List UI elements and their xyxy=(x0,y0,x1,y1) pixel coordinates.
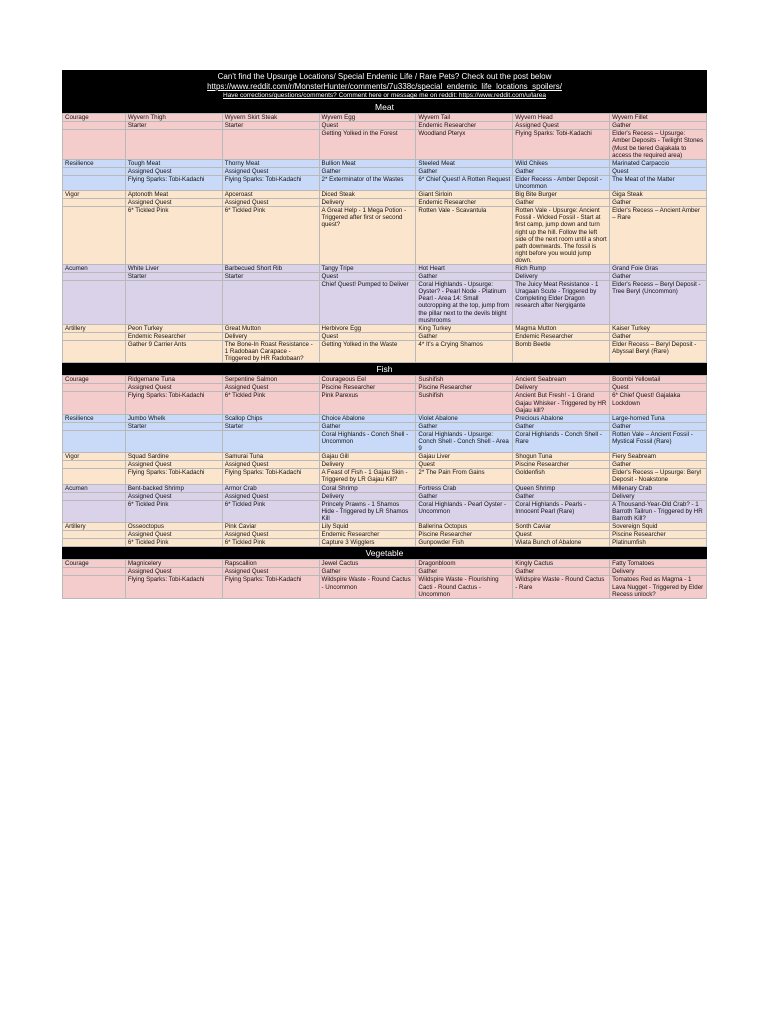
table-row xyxy=(63,114,707,122)
source-detail-cell: Pink Parexus xyxy=(319,392,416,414)
source-detail-cell: Sushifish xyxy=(416,392,513,414)
source-type-cell: Piscine Researcher xyxy=(319,384,416,392)
source-type-cell: Starter xyxy=(222,422,319,430)
source-type-cell: Gather xyxy=(513,492,610,500)
ingredient-name-cell: Wyvern Egg xyxy=(319,114,416,122)
source-type-cell: Endemic Researcher xyxy=(125,332,222,340)
ingredient-name-cell: Choice Abalone xyxy=(319,414,416,422)
table-row xyxy=(63,500,707,522)
source-type-cell: Gather xyxy=(610,332,707,340)
source-detail-cell: Rotten Vale – Ancient Fossil - Mystical Fossil (Rare) xyxy=(610,430,707,452)
source-type-cell: Starter xyxy=(125,273,222,281)
source-type-cell: Delivery xyxy=(513,273,610,281)
reddit-post-link[interactable]: https://www.reddit.com/r/MonsterHunter/comments/7u338c/special_endemic_life_locations_spoilers/ xyxy=(207,82,562,91)
source-type-cell: Endemic Researcher xyxy=(416,122,513,130)
source-type-cell: Assigned Quest xyxy=(222,461,319,469)
ingredient-name-cell: Sushifish xyxy=(416,376,513,384)
table-row xyxy=(63,560,707,568)
source-detail-cell: Bomb Beetle xyxy=(513,340,610,362)
skill-label-blank xyxy=(63,469,126,484)
ingredient-name-cell: Bent-backed Shrimp xyxy=(125,484,222,492)
ingredient-name-cell: Rich Rump xyxy=(513,265,610,273)
source-detail-cell xyxy=(222,430,319,452)
source-detail-cell: Capture 3 Wigglers xyxy=(319,539,416,547)
source-type-cell: Assigned Quest xyxy=(125,461,222,469)
table-row xyxy=(63,340,707,362)
skill-label: Resilience xyxy=(63,414,126,422)
source-type-cell: Gather xyxy=(610,422,707,430)
table-row xyxy=(63,484,707,492)
source-detail-cell: Wildspire Waste - Flourishing Cacti - Round Cactus - Uncommon xyxy=(416,576,513,598)
source-detail-cell: 2* Exterminator of the Wastes xyxy=(319,175,416,190)
source-type-cell: Assigned Quest xyxy=(125,384,222,392)
source-type-cell: Piscine Researcher xyxy=(610,531,707,539)
source-detail-cell: 6* Tickled Pink xyxy=(125,500,222,522)
source-detail-cell xyxy=(222,281,319,325)
table-row xyxy=(63,422,707,430)
source-type-cell: Gather xyxy=(416,422,513,430)
source-type-cell: Gather xyxy=(319,167,416,175)
ingredient-name-cell: Apceroast xyxy=(222,191,319,199)
ingredient-name-cell: Sovereign Squid xyxy=(610,523,707,531)
source-type-cell: Delivery xyxy=(513,384,610,392)
source-detail-cell: Coral Highlands - Pearl Oyster - Uncommon xyxy=(416,500,513,522)
source-type-cell: Piscine Researcher xyxy=(416,531,513,539)
source-type-cell: Assigned Quest xyxy=(222,531,319,539)
table-row xyxy=(63,531,707,539)
ingredient-name-cell: Tough Meat xyxy=(125,159,222,167)
source-type-cell: Starter xyxy=(125,122,222,130)
skill-label-blank xyxy=(63,392,126,414)
table-row xyxy=(63,469,707,484)
source-detail-cell: Flying Sparks: Tobi-Kadachi xyxy=(125,392,222,414)
source-type-cell: Endemic Researcher xyxy=(416,199,513,207)
ingredient-name-cell: Sonth Caviar xyxy=(513,523,610,531)
source-type-cell: Gather xyxy=(610,461,707,469)
source-type-cell: Gather xyxy=(416,273,513,281)
ingredient-name-cell: Squad Sardine xyxy=(125,453,222,461)
source-detail-cell: A Feast of Fish - 1 Gajau Skin - Triggered by LR Gajau Kill? xyxy=(319,469,416,484)
source-detail-cell xyxy=(125,130,222,159)
ingredient-name-cell: Ballerina Octopus xyxy=(416,523,513,531)
skill-label-blank xyxy=(63,492,126,500)
source-type-cell: Assigned Quest xyxy=(125,199,222,207)
skill-label-blank xyxy=(63,461,126,469)
skill-label-blank xyxy=(63,340,126,362)
ingredient-name-cell: Wyvern Fillet xyxy=(610,114,707,122)
ingredient-name-cell: Wyvern Tail xyxy=(416,114,513,122)
source-detail-cell: The Bone-In Roast Resistance - 1 Radobaan Carapace - Triggered by HR Radobaan? xyxy=(222,340,319,362)
ingredient-name-cell: Samurai Tuna xyxy=(222,453,319,461)
ingredient-name-cell: Wild Chikes xyxy=(513,159,610,167)
source-detail-cell: Coral Highlands - Upsurge: Oyster? - Pearl Node - Platinum Pearl - Area 14: Small outcropping at the top, jump from the pillar next to the devils blight mushrooms xyxy=(416,281,513,325)
table-row xyxy=(63,576,707,598)
ingredient-name-cell: Gajau Gill xyxy=(319,453,416,461)
source-type-cell: Assigned Quest xyxy=(125,568,222,576)
ingredient-name-cell: Grand Foie Gras xyxy=(610,265,707,273)
skill-label-blank xyxy=(63,531,126,539)
source-type-cell: Gather xyxy=(610,273,707,281)
source-detail-cell: Getting Yolked in the Waste xyxy=(319,340,416,362)
source-type-cell: Gather xyxy=(319,568,416,576)
source-detail-cell: Elder's Recess – Ancient Amber – Rare xyxy=(610,207,707,265)
source-detail-cell: Princely Prawns - 1 Shamos Hide - Triggered by LR Shamos Kill xyxy=(319,500,416,522)
source-detail-cell: Elder's Recess – Upsurge: Amber Deposits - Twilight Stones (Must be tiered Gajakala to access the required area) xyxy=(610,130,707,159)
source-detail-cell: Flying Sparks: Tobi-Kadachi xyxy=(222,175,319,190)
table-row xyxy=(63,175,707,190)
ingredient-table-fish xyxy=(62,375,707,547)
source-type-cell: Assigned Quest xyxy=(513,122,610,130)
ingredient-name-cell: White Liver xyxy=(125,265,222,273)
source-type-cell: Piscine Researcher xyxy=(513,461,610,469)
skill-label: Artillery xyxy=(63,324,126,332)
skill-label-blank xyxy=(63,167,126,175)
source-type-cell: Quest xyxy=(610,167,707,175)
ingredient-name-cell: Ridgemane Tuna xyxy=(125,376,222,384)
ingredient-name-cell: Fatty Tomatoes xyxy=(610,560,707,568)
ingredient-name-cell: Hot Heart xyxy=(416,265,513,273)
source-detail-cell: 6* Tickled Pink xyxy=(222,207,319,265)
ingredient-name-cell: Queen Shrimp xyxy=(513,484,610,492)
table-row xyxy=(63,273,707,281)
source-type-cell: Endemic Researcher xyxy=(513,332,610,340)
ingredient-name-cell: Peon Turkey xyxy=(125,324,222,332)
ingredient-name-cell: Ancient Seabream xyxy=(513,376,610,384)
source-type-cell: Gather xyxy=(416,568,513,576)
skill-label-blank xyxy=(63,175,126,190)
skill-label: Vigor xyxy=(63,453,126,461)
source-detail-cell: Flying Sparks: Tobi-Kadachi xyxy=(125,175,222,190)
skill-label: Acumen xyxy=(63,265,126,273)
source-type-cell: Endemic Researcher xyxy=(319,531,416,539)
source-detail-cell: A Thousand-Year-Old Crab? - 1 Barroth Tailrun - Triggered by HR Barroth Kill? xyxy=(610,500,707,522)
sheet-header xyxy=(62,70,707,101)
ingredient-name-cell: Serpentine Salmon xyxy=(222,376,319,384)
source-detail-cell: 6* Chief Quest! Gajalaka Lockdown xyxy=(610,392,707,414)
source-type-cell: Assigned Quest xyxy=(222,492,319,500)
source-detail-cell: Wiata Bunch of Abalone xyxy=(513,539,610,547)
skill-label-blank xyxy=(63,422,126,430)
table-row xyxy=(63,492,707,500)
skill-label: Resilience xyxy=(63,159,126,167)
table-row xyxy=(63,414,707,422)
table-row xyxy=(63,159,707,167)
ingredient-name-cell: Aptonoth Meat xyxy=(125,191,222,199)
skill-label-blank xyxy=(63,130,126,159)
source-type-cell: Delivery xyxy=(319,199,416,207)
source-detail-cell: Gather 9 Carrier Ants xyxy=(125,340,222,362)
header-question: Can't find the Upsurge Locations/ Special Endemic Life / Rare Pets? Check out the post below xyxy=(217,72,552,81)
source-detail-cell: Coral Highlands - Conch Shell - Uncommon xyxy=(319,430,416,452)
ingredient-name-cell: Tangy Tripe xyxy=(319,265,416,273)
table-row xyxy=(63,199,707,207)
skill-label-blank xyxy=(63,122,126,130)
skill-label: Courage xyxy=(63,376,126,384)
ingredient-name-cell: Scallop Chips xyxy=(222,414,319,422)
source-type-cell: Gather xyxy=(416,167,513,175)
table-row xyxy=(63,453,707,461)
ingredient-name-cell: King Turkey xyxy=(416,324,513,332)
ingredient-name-cell: Pink Caviar xyxy=(222,523,319,531)
ingredient-name-cell: Millenary Crab xyxy=(610,484,707,492)
source-detail-cell: Gunpowder Fish xyxy=(416,539,513,547)
table-row xyxy=(63,568,707,576)
skill-label-blank xyxy=(63,332,126,340)
source-type-cell: Assigned Quest xyxy=(222,384,319,392)
source-detail-cell: Coral Highlands - Pearls - Innocent Pearl (Rare) xyxy=(513,500,610,522)
source-type-cell: Delivery xyxy=(319,492,416,500)
source-detail-cell: Rotten Vale - Scavantula xyxy=(416,207,513,265)
ingredient-name-cell: Precious Abalone xyxy=(513,414,610,422)
ingredient-name-cell: Kaiser Turkey xyxy=(610,324,707,332)
source-type-cell: Assigned Quest xyxy=(125,492,222,500)
skill-label-blank xyxy=(63,500,126,522)
source-detail-cell: 4* It's a Crying Shamos xyxy=(416,340,513,362)
ingredient-name-cell: Marinated Carpaccio xyxy=(610,159,707,167)
source-detail-cell: 2* The Pain From Gains xyxy=(416,469,513,484)
source-detail-cell xyxy=(222,130,319,159)
source-type-cell: Delivery xyxy=(222,332,319,340)
source-type-cell: Assigned Quest xyxy=(222,167,319,175)
source-type-cell: Piscine Researcher xyxy=(416,384,513,392)
source-detail-cell: 6* Tickled Pink xyxy=(222,392,319,414)
source-detail-cell: Wildspire Waste - Round Cactus - Uncommon xyxy=(319,576,416,598)
ingredient-name-cell: Lily Squid xyxy=(319,523,416,531)
ingredient-name-cell: Wyvern Head xyxy=(513,114,610,122)
ingredient-name-cell: Dragonbloom xyxy=(416,560,513,568)
ingredient-name-cell: Rapscallion xyxy=(222,560,319,568)
source-type-cell: Quest xyxy=(319,122,416,130)
ingredient-name-cell: Kingly Cactus xyxy=(513,560,610,568)
source-detail-cell: The Juicy Meat Resistance - 1 Uragaan Scute - Triggered by Completing Elder Dragon research after Nergigante xyxy=(513,281,610,325)
ingredient-name-cell: Shogun Tuna xyxy=(513,453,610,461)
table-row xyxy=(63,167,707,175)
source-type-cell: Quest xyxy=(319,273,416,281)
skill-label-blank xyxy=(63,430,126,452)
skill-label-blank xyxy=(63,539,126,547)
ingredient-name-cell: Bullion Meat xyxy=(319,159,416,167)
source-detail-cell: Flying Sparks: Tobi-Kadachi xyxy=(513,130,610,159)
source-detail-cell: Ancient But Fresh! - 1 Grand Gajau Whisker - Triggered by HR Gajau kill? xyxy=(513,392,610,414)
section-title-vegetable: Vegetable xyxy=(62,547,707,559)
source-type-cell: Gather xyxy=(610,199,707,207)
ingredient-name-cell: Osseoctopus xyxy=(125,523,222,531)
source-type-cell: Assigned Quest xyxy=(125,531,222,539)
source-type-cell: Assigned Quest xyxy=(222,199,319,207)
ingredient-table-meat xyxy=(62,113,707,363)
ingredient-table-vegetable xyxy=(62,559,707,598)
source-type-cell: Quest xyxy=(610,384,707,392)
skill-label: Courage xyxy=(63,560,126,568)
table-row xyxy=(63,539,707,547)
ingredient-name-cell: Courageous Eel xyxy=(319,376,416,384)
skill-label: Artillery xyxy=(63,523,126,531)
table-row xyxy=(63,430,707,452)
source-detail-cell xyxy=(125,281,222,325)
source-type-cell: Delivery xyxy=(610,568,707,576)
skill-label-blank xyxy=(63,207,126,265)
table-row xyxy=(63,523,707,531)
source-type-cell: Gather xyxy=(513,199,610,207)
ingredient-name-cell: Thorny Meat xyxy=(222,159,319,167)
source-detail-cell: Wildspire Waste - Round Cactus - Rare xyxy=(513,576,610,598)
source-detail-cell: Chief Quest! Pumped to Deliver xyxy=(319,281,416,325)
source-type-cell: Quest xyxy=(513,531,610,539)
source-type-cell: Quest xyxy=(416,461,513,469)
ingredient-name-cell: Wyvern Thigh xyxy=(125,114,222,122)
contact-link[interactable]: Have corrections/questions/comments? Comment here or message me on reddit: https://www.reddit.com/u/larea xyxy=(223,92,546,99)
table-row xyxy=(63,122,707,130)
source-detail-cell: Coral Highlands - Conch Shell - Rare xyxy=(513,430,610,452)
source-type-cell: Gather xyxy=(513,167,610,175)
source-detail-cell: Flying Sparks: Tobi-Kadachi xyxy=(125,469,222,484)
table-row xyxy=(63,207,707,265)
source-detail-cell: Woodland Pteryx xyxy=(416,130,513,159)
ingredient-sheet xyxy=(62,70,707,599)
ingredient-name-cell: Armor Crab xyxy=(222,484,319,492)
ingredient-name-cell: Large-horned Tuna xyxy=(610,414,707,422)
skill-label-blank xyxy=(63,281,126,325)
ingredient-name-cell: Magma Mutton xyxy=(513,324,610,332)
table-row xyxy=(63,461,707,469)
ingredient-name-cell: Gajau Liver xyxy=(416,453,513,461)
ingredient-name-cell: Giga Steak xyxy=(610,191,707,199)
source-detail-cell: 6* Chief Quest! A Rotten Request xyxy=(416,175,513,190)
ingredient-name-cell: Barbecued Short Rib xyxy=(222,265,319,273)
source-detail-cell: Elder Recess – Beryl Deposit - Abyssal Beryl (Rare) xyxy=(610,340,707,362)
source-detail-cell: Rotten Vale - Upsurge: Ancient Fossil - Wicked Fossil - Start at first camp, jump down and turn right up the hill. Follow the left side of the next room until a short path downwards. The fossil is right before you would jump down. xyxy=(513,207,610,265)
table-row xyxy=(63,376,707,384)
ingredient-name-cell: Magnicelery xyxy=(125,560,222,568)
source-type-cell: Assigned Quest xyxy=(125,167,222,175)
skill-label: Courage xyxy=(63,114,126,122)
source-detail-cell: Coral Highlands - Upsurge: Conch Shell - Conch Shell - Area 9 xyxy=(416,430,513,452)
source-type-cell: Starter xyxy=(125,422,222,430)
skill-label-blank xyxy=(63,199,126,207)
source-detail-cell: 6* Tickled Pink xyxy=(222,539,319,547)
ingredient-name-cell: Coral Shrimp xyxy=(319,484,416,492)
source-type-cell: Gather xyxy=(319,422,416,430)
source-detail-cell: 6* Tickled Pink xyxy=(125,539,222,547)
skill-label: Vigor xyxy=(63,191,126,199)
ingredient-name-cell: Diced Steak xyxy=(319,191,416,199)
source-type-cell: Gather xyxy=(513,568,610,576)
source-type-cell: Starter xyxy=(222,122,319,130)
source-type-cell: Delivery xyxy=(610,492,707,500)
source-type-cell: Assigned Quest xyxy=(222,568,319,576)
source-detail-cell: Tomatoes Red as Magma - 1 Lava Nugget - Triggered by Elder Recess unlock? xyxy=(610,576,707,598)
skill-label-blank xyxy=(63,568,126,576)
skill-label-blank xyxy=(63,384,126,392)
source-detail-cell: Elder's Recess – Upsurge: Beryl Deposit - Noakstone xyxy=(610,469,707,484)
table-row xyxy=(63,281,707,325)
ingredient-name-cell: Herbivore Egg xyxy=(319,324,416,332)
source-detail-cell: Getting Yolked in the Forest xyxy=(319,130,416,159)
source-detail-cell: Flying Sparks: Tobi-Kadachi xyxy=(222,576,319,598)
table-row xyxy=(63,265,707,273)
sections-container xyxy=(62,101,707,599)
table-row xyxy=(63,130,707,159)
ingredient-name-cell: Fortress Crab xyxy=(416,484,513,492)
table-row xyxy=(63,332,707,340)
ingredient-name-cell: Big Bite Burger xyxy=(513,191,610,199)
skill-label: Acumen xyxy=(63,484,126,492)
source-detail-cell: Flying Sparks: Tobi-Kadachi xyxy=(222,469,319,484)
source-detail-cell: Flying Sparks: Tobi-Kadachi xyxy=(125,576,222,598)
ingredient-name-cell: Wyvern Skirt Steak xyxy=(222,114,319,122)
source-type-cell: Starter xyxy=(222,273,319,281)
source-type-cell: Gather xyxy=(416,492,513,500)
source-detail-cell: A Great Help - 1 Mega Potion - Triggered after first or second quest? xyxy=(319,207,416,265)
ingredient-name-cell: Steeled Meat xyxy=(416,159,513,167)
source-detail-cell: Platinumfish xyxy=(610,539,707,547)
table-row xyxy=(63,191,707,199)
ingredient-name-cell: Jumbo Whelk xyxy=(125,414,222,422)
source-detail-cell xyxy=(125,430,222,452)
source-type-cell: Gather xyxy=(610,122,707,130)
source-type-cell: Gather xyxy=(416,332,513,340)
source-type-cell: Gather xyxy=(513,422,610,430)
ingredient-name-cell: Boombi Yellowtail xyxy=(610,376,707,384)
table-row xyxy=(63,384,707,392)
source-detail-cell: Elder Recess - Amber Deposit - Uncommon xyxy=(513,175,610,190)
source-detail-cell: The Meat of the Matter xyxy=(610,175,707,190)
skill-label-blank xyxy=(63,273,126,281)
section-title-meat: Meat xyxy=(62,101,707,113)
source-detail-cell: Elder's Recess – Beryl Deposit - Tree Beryl (Uncommon) xyxy=(610,281,707,325)
source-detail-cell: 6* Tickled Pink xyxy=(222,500,319,522)
ingredient-name-cell: Jewel Cactus xyxy=(319,560,416,568)
table-row xyxy=(63,324,707,332)
source-detail-cell: 6* Tickled Pink xyxy=(125,207,222,265)
skill-label-blank xyxy=(63,576,126,598)
ingredient-name-cell: Fiery Seabream xyxy=(610,453,707,461)
section-title-fish: Fish xyxy=(62,363,707,375)
ingredient-name-cell: Great Mutton xyxy=(222,324,319,332)
table-row xyxy=(63,392,707,414)
ingredient-name-cell: Violet Abalone xyxy=(416,414,513,422)
source-detail-cell: Goldenfish xyxy=(513,469,610,484)
ingredient-name-cell: Giant Sirloin xyxy=(416,191,513,199)
source-type-cell: Quest xyxy=(319,332,416,340)
source-type-cell: Delivery xyxy=(319,461,416,469)
